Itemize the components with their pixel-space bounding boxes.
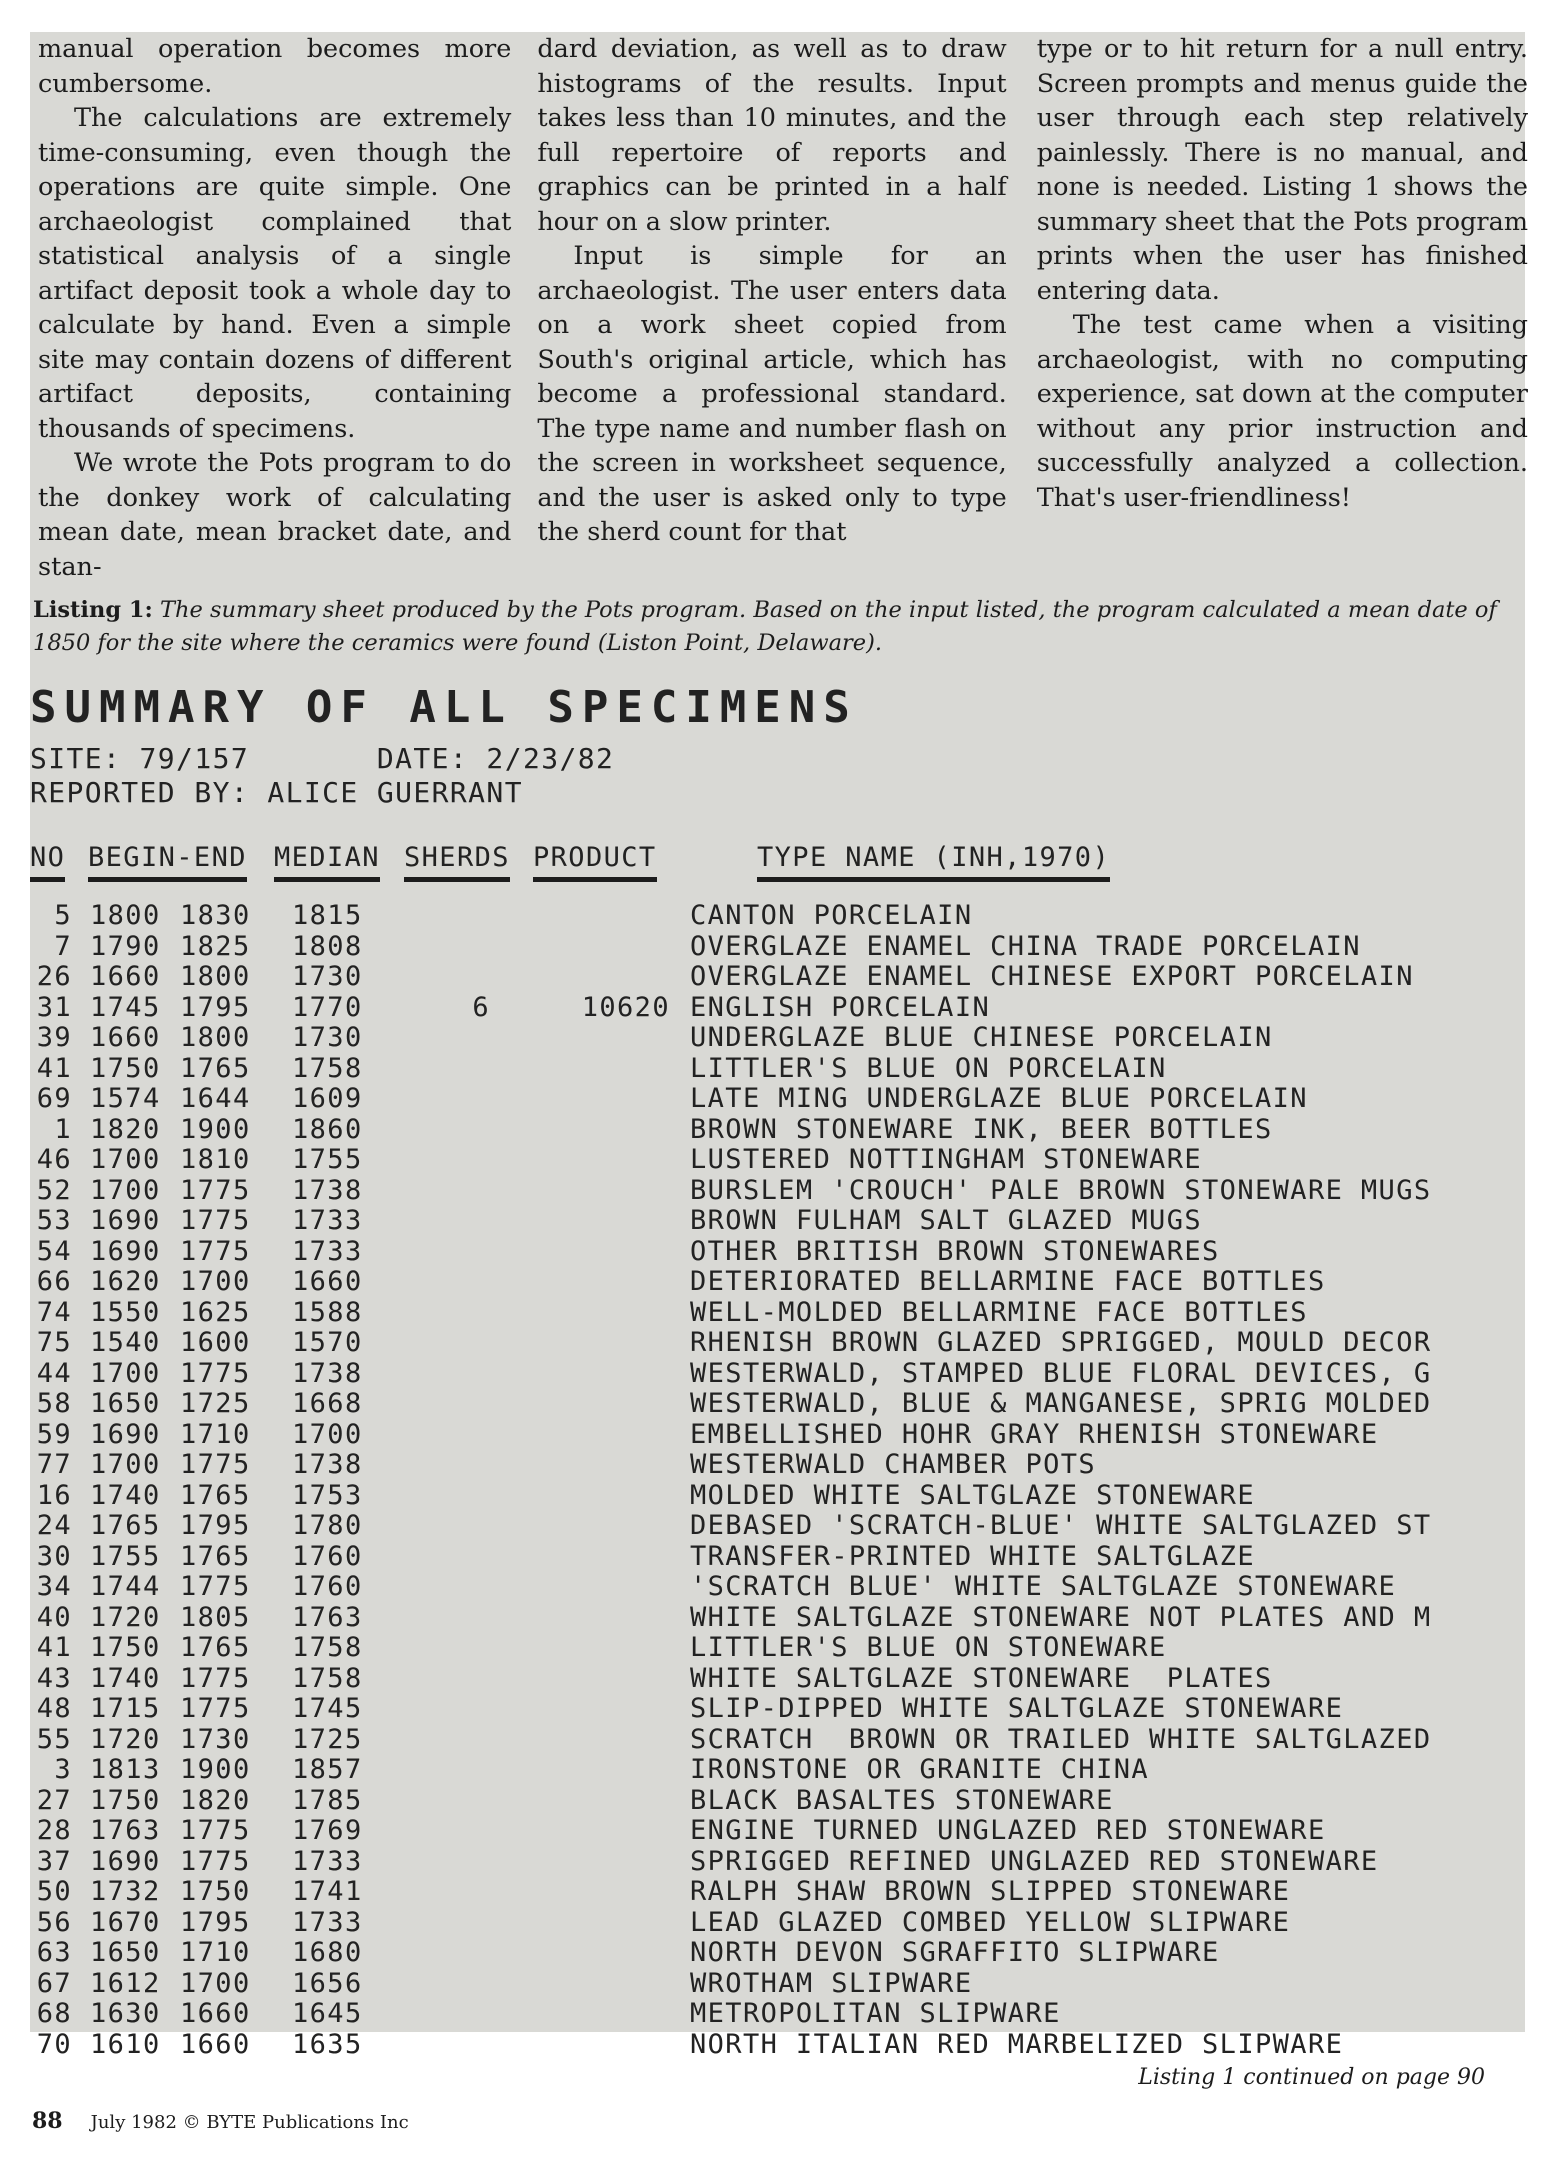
cell-name: IRONSTONE OR GRANITE CHINA <box>690 1754 1150 1785</box>
cell-begin: 1574 <box>90 1083 161 1114</box>
cell-end: 1795 <box>180 991 251 1023</box>
cell-begin: 1700 <box>90 1174 161 1206</box>
cell-median: 1741 <box>292 1876 363 1907</box>
cell-end: 1750 <box>180 1876 251 1907</box>
cell-median: 1815 <box>292 900 363 931</box>
cell-no: 50 <box>36 1876 72 1907</box>
paragraph: manual operation becomes more cumbersome. <box>38 34 512 99</box>
cell-begin: 1740 <box>90 1662 161 1694</box>
cell-end: 1825 <box>180 930 251 962</box>
header-type-name: TYPE NAME (INH,1970) <box>757 842 1110 882</box>
listing-header-row <box>30 842 1111 892</box>
cell-end: 1765 <box>180 1052 251 1084</box>
cell-median: 1758 <box>292 1632 363 1663</box>
cell-end: 1765 <box>180 1479 251 1511</box>
cell-end: 1775 <box>180 1235 251 1267</box>
cell-median: 1780 <box>292 1510 363 1541</box>
cell-end: 1600 <box>180 1327 251 1358</box>
cell-end: 1830 <box>180 900 251 931</box>
cell-begin: 1660 <box>90 961 161 992</box>
cell-median: 1763 <box>292 1601 363 1633</box>
article-column-1 <box>38 32 533 584</box>
cell-no: 66 <box>36 1266 72 1297</box>
cell-no: 31 <box>36 991 72 1023</box>
cell-end: 1700 <box>180 1967 251 1999</box>
cell-median: 1755 <box>292 1144 363 1175</box>
cell-no: 30 <box>36 1540 72 1572</box>
reported-by-line: REPORTED BY: ALICE GUERRANT <box>30 776 523 809</box>
cell-no: 59 <box>36 1418 72 1450</box>
listing-title: SUMMARY OF ALL SPECIMENS <box>30 682 858 733</box>
paragraph: The test came when a visiting archaeologist, with no computing experience, sat down at the computer without any prior instruction and successfully analyzed a collection. That's user-friendliness! <box>1036 310 1528 513</box>
cell-end: 1805 <box>180 1601 251 1633</box>
cell-name: WESTERWALD, STAMPED BLUE FLORAL DEVICES, G <box>690 1357 1432 1389</box>
cell-begin: 1700 <box>90 1449 161 1480</box>
cell-median: 1753 <box>292 1479 363 1511</box>
cell-median: 1758 <box>292 1052 363 1084</box>
cell-median: 1808 <box>292 930 363 962</box>
cell-no: 44 <box>36 1357 72 1389</box>
cell-name: BLACK BASALTES STONEWARE <box>690 1784 1114 1816</box>
paragraph: dard deviation, as well as to draw histograms of the results. Input takes less than 10 minutes, and the full repertoire of reports and graphics can be printed in a half hour on a slow printer. <box>537 34 1007 237</box>
cell-median: 1738 <box>292 1449 363 1480</box>
cell-begin: 1630 <box>90 1998 161 2029</box>
cell-product: 10620 <box>581 991 670 1023</box>
cell-median: 1860 <box>292 1113 363 1145</box>
footer-credit: July 1982 © BYTE Publications Inc <box>90 2112 409 2133</box>
cell-name: WESTERWALD, BLUE & MANGANESE, SPRIG MOLDED <box>690 1388 1432 1419</box>
cell-median: 1570 <box>292 1327 363 1358</box>
cell-begin: 1755 <box>90 1540 161 1572</box>
article-column-3 <box>1029 32 1528 584</box>
cell-end: 1800 <box>180 961 251 992</box>
cell-end: 1900 <box>180 1113 251 1145</box>
cell-name: SLIP-DIPPED WHITE SALTGLAZE STONEWARE <box>690 1693 1344 1724</box>
cell-median: 1733 <box>292 1235 363 1267</box>
cell-no: 74 <box>36 1296 72 1328</box>
cell-begin: 1612 <box>90 1967 161 1999</box>
cell-begin: 1750 <box>90 1632 161 1663</box>
cell-end: 1795 <box>180 1510 251 1541</box>
cell-end: 1700 <box>180 1266 251 1297</box>
cell-end: 1730 <box>180 1723 251 1755</box>
header-median: MEDIAN <box>274 842 380 882</box>
cell-name: DEBASED 'SCRATCH-BLUE' WHITE SALTGLAZED ST <box>690 1510 1432 1541</box>
cell-no: 75 <box>36 1327 72 1358</box>
cell-median: 1730 <box>292 1022 363 1053</box>
cell-begin: 1700 <box>90 1357 161 1389</box>
cell-name: LITTLER'S BLUE ON PORCELAIN <box>690 1052 1167 1084</box>
cell-no: 68 <box>36 1998 72 2029</box>
cell-name: SPRIGGED REFINED UNGLAZED RED STONEWARE <box>690 1845 1379 1877</box>
cell-median: 1635 <box>292 2028 363 2060</box>
cell-no: 63 <box>36 1937 72 1968</box>
article-column-2 <box>533 32 1028 584</box>
cell-median: 1668 <box>292 1388 363 1419</box>
cell-no: 67 <box>36 1967 72 1999</box>
cell-begin: 1800 <box>90 900 161 931</box>
cell-end: 1775 <box>180 1357 251 1389</box>
cell-name: BROWN STONEWARE INK, BEER BOTTLES <box>690 1113 1273 1145</box>
cell-begin: 1550 <box>90 1296 161 1328</box>
cell-name: LATE MING UNDERGLAZE BLUE PORCELAIN <box>690 1083 1308 1114</box>
cell-name: NORTH ITALIAN RED MARBELIZED SLIPWARE <box>690 2028 1344 2060</box>
cell-end: 1725 <box>180 1388 251 1419</box>
header-no: NO <box>30 842 65 882</box>
cell-no: 24 <box>36 1510 72 1541</box>
cell-no: 16 <box>36 1479 72 1511</box>
cell-median: 1769 <box>292 1815 363 1846</box>
cell-median: 1760 <box>292 1540 363 1572</box>
cell-begin: 1732 <box>90 1876 161 1907</box>
cell-begin: 1540 <box>90 1327 161 1358</box>
cell-begin: 1670 <box>90 1906 161 1938</box>
cell-median: 1680 <box>292 1937 363 1968</box>
cell-end: 1800 <box>180 1022 251 1053</box>
site-line: SITE: 79/157 DATE: 2/23/82 <box>30 742 615 775</box>
cell-no: 34 <box>36 1571 72 1602</box>
cell-name: WHITE SALTGLAZE STONEWARE PLATES <box>690 1662 1273 1694</box>
cell-end: 1775 <box>180 1693 251 1724</box>
cell-end: 1625 <box>180 1296 251 1328</box>
cell-median: 1660 <box>292 1266 363 1297</box>
cell-no: 39 <box>36 1022 72 1053</box>
cell-no: 3 <box>54 1754 72 1785</box>
paragraph: We wrote the Pots program to do the donkey work of calculating mean date, mean bracket date, and stan- <box>38 448 512 582</box>
cell-end: 1775 <box>180 1662 251 1694</box>
cell-end: 1765 <box>180 1540 251 1572</box>
cell-no: 37 <box>36 1845 72 1877</box>
cell-begin: 1750 <box>90 1784 161 1816</box>
cell-median: 1738 <box>292 1174 363 1206</box>
cell-end: 1765 <box>180 1632 251 1663</box>
listing-caption <box>33 594 1523 660</box>
cell-median: 1656 <box>292 1967 363 1999</box>
cell-end: 1900 <box>180 1754 251 1785</box>
cell-name: EMBELLISHED HOHR GRAY RHENISH STONEWARE <box>690 1418 1379 1450</box>
page-background <box>30 32 1528 2090</box>
cell-begin: 1813 <box>90 1754 161 1785</box>
header-begin-end: BEGIN-END <box>88 842 247 882</box>
cell-begin: 1745 <box>90 991 161 1023</box>
cell-no: 7 <box>54 930 72 962</box>
cell-no: 5 <box>54 900 72 931</box>
cell-end: 1775 <box>180 1205 251 1236</box>
cell-no: 69 <box>36 1083 72 1114</box>
cell-name: LEAD GLAZED COMBED YELLOW SLIPWARE <box>690 1906 1291 1938</box>
cell-end: 1775 <box>180 1174 251 1206</box>
cell-no: 55 <box>36 1723 72 1755</box>
cell-name: DETERIORATED BELLARMINE FACE BOTTLES <box>690 1266 1326 1297</box>
cell-end: 1644 <box>180 1083 251 1114</box>
continued-note: Listing 1 continued on page 90 <box>1138 2065 1485 2090</box>
cell-no: 43 <box>36 1662 72 1694</box>
cell-begin: 1650 <box>90 1388 161 1419</box>
page-footer <box>32 2108 409 2134</box>
cell-end: 1810 <box>180 1144 251 1175</box>
cell-median: 1733 <box>292 1845 363 1877</box>
cell-median: 1733 <box>292 1205 363 1236</box>
cell-begin: 1715 <box>90 1693 161 1724</box>
cell-no: 1 <box>54 1113 72 1145</box>
header-sherds: SHERDS <box>404 842 510 882</box>
cell-begin: 1610 <box>90 2028 161 2060</box>
cell-no: 54 <box>36 1235 72 1267</box>
cell-name: ENGLISH PORCELAIN <box>690 991 991 1023</box>
cell-name: ENGINE TURNED UNGLAZED RED STONEWARE <box>690 1815 1326 1846</box>
cell-end: 1660 <box>180 1998 251 2029</box>
cell-sherds: 6 <box>472 991 490 1023</box>
cell-no: 40 <box>36 1601 72 1633</box>
article-columns <box>38 32 1528 584</box>
cell-end: 1775 <box>180 1845 251 1877</box>
cell-end: 1710 <box>180 1937 251 1968</box>
cell-median: 1738 <box>292 1357 363 1389</box>
cell-no: 48 <box>36 1693 72 1724</box>
cell-name: OVERGLAZE ENAMEL CHINESE EXPORT PORCELAIN <box>690 961 1414 992</box>
cell-median: 1758 <box>292 1662 363 1694</box>
cell-no: 70 <box>36 2028 72 2060</box>
cell-begin: 1720 <box>90 1601 161 1633</box>
cell-median: 1785 <box>292 1784 363 1816</box>
cell-median: 1857 <box>292 1754 363 1785</box>
cell-begin: 1690 <box>90 1205 161 1236</box>
cell-begin: 1744 <box>90 1571 161 1602</box>
cell-name: SCRATCH BROWN OR TRAILED WHITE SALTGLAZED <box>690 1723 1432 1755</box>
cell-no: 26 <box>36 961 72 992</box>
cell-median: 1745 <box>292 1693 363 1724</box>
cell-name: TRANSFER-PRINTED WHITE SALTGLAZE <box>690 1540 1255 1572</box>
cell-name: UNDERGLAZE BLUE CHINESE PORCELAIN <box>690 1022 1273 1053</box>
cell-no: 46 <box>36 1144 72 1175</box>
cell-name: 'SCRATCH BLUE' WHITE SALTGLAZE STONEWARE <box>690 1571 1397 1602</box>
cell-end: 1775 <box>180 1449 251 1480</box>
cell-median: 1770 <box>292 991 363 1023</box>
cell-median: 1725 <box>292 1723 363 1755</box>
cell-begin: 1750 <box>90 1052 161 1084</box>
paragraph: type or to hit return for a null entry. Screen prompts and menus guide the user through each step relatively painlessly. There is no manual, and none is needed. Listing 1 shows the summary sheet that the Pots program prints when the user has finished entering data. <box>1036 34 1528 306</box>
page-number: 88 <box>32 2108 63 2134</box>
cell-begin: 1740 <box>90 1479 161 1511</box>
cell-name: METROPOLITAN SLIPWARE <box>690 1998 1061 2029</box>
cell-name: WESTERWALD CHAMBER POTS <box>690 1449 1097 1480</box>
cell-begin: 1765 <box>90 1510 161 1541</box>
cell-name: WHITE SALTGLAZE STONEWARE NOT PLATES AND M <box>690 1601 1432 1633</box>
cell-no: 41 <box>36 1052 72 1084</box>
cell-no: 41 <box>36 1632 72 1663</box>
cell-median: 1733 <box>292 1906 363 1938</box>
cell-name: LUSTERED NOTTINGHAM STONEWARE <box>690 1144 1203 1175</box>
cell-no: 77 <box>36 1449 72 1480</box>
cell-name: OTHER BRITISH BROWN STONEWARES <box>690 1235 1220 1267</box>
cell-begin: 1690 <box>90 1845 161 1877</box>
cell-end: 1795 <box>180 1906 251 1938</box>
cell-end: 1775 <box>180 1815 251 1846</box>
cell-median: 1730 <box>292 961 363 992</box>
site-info <box>30 742 614 810</box>
cell-name: BURSLEM 'CROUCH' PALE BROWN STONEWARE MUGS <box>690 1174 1432 1206</box>
cell-no: 28 <box>36 1815 72 1846</box>
cell-name: BROWN FULHAM SALT GLAZED MUGS <box>690 1205 1203 1236</box>
cell-no: 27 <box>36 1784 72 1816</box>
cell-median: 1588 <box>292 1296 363 1328</box>
cell-name: OVERGLAZE ENAMEL CHINA TRADE PORCELAIN <box>690 930 1361 962</box>
cell-begin: 1690 <box>90 1418 161 1450</box>
cell-begin: 1660 <box>90 1022 161 1053</box>
cell-name: NORTH DEVON SGRAFFITO SLIPWARE <box>690 1937 1220 1968</box>
cell-end: 1820 <box>180 1784 251 1816</box>
cell-name: CANTON PORCELAIN <box>690 900 973 931</box>
cell-name: WELL-MOLDED BELLARMINE FACE BOTTLES <box>690 1296 1308 1328</box>
cell-median: 1609 <box>292 1083 363 1114</box>
cell-median: 1700 <box>292 1418 363 1450</box>
cell-begin: 1650 <box>90 1937 161 1968</box>
cell-name: LITTLER'S BLUE ON STONEWARE <box>690 1632 1167 1663</box>
paragraph: Input is simple for an archaeologist. The user enters data on a work sheet copied from South's original article, which has become a professional standard. The type name and number flash on the screen in worksheet sequence, and the user is asked only to type the sherd count for that <box>537 241 1007 547</box>
cell-begin: 1820 <box>90 1113 161 1145</box>
cell-begin: 1790 <box>90 930 161 962</box>
cell-end: 1775 <box>180 1571 251 1602</box>
cell-begin: 1690 <box>90 1235 161 1267</box>
cell-begin: 1700 <box>90 1144 161 1175</box>
cell-begin: 1620 <box>90 1266 161 1297</box>
cell-name: WROTHAM SLIPWARE <box>690 1967 973 1999</box>
cell-name: RALPH SHAW BROWN SLIPPED STONEWARE <box>690 1876 1291 1907</box>
header-product: PRODUCT <box>533 842 657 882</box>
cell-no: 56 <box>36 1906 72 1938</box>
cell-no: 52 <box>36 1174 72 1206</box>
caption-text: The summary sheet produced by the Pots program. Based on the input listed, the program calculated a mean date of 1850 for the site where the ceramics were found (Liston Point, Delaware). <box>33 597 1497 656</box>
cell-begin: 1720 <box>90 1723 161 1755</box>
cell-end: 1660 <box>180 2028 251 2060</box>
cell-name: MOLDED WHITE SALTGLAZE STONEWARE <box>690 1479 1255 1511</box>
caption-label: Listing 1: <box>33 597 153 623</box>
cell-median: 1760 <box>292 1571 363 1602</box>
paragraph: The calculations are extremely time-consuming, even though the operations are quite simple. One archaeologist complained that statistical analysis of a single artifact deposit took a whole day to calculate by hand. Even a simple site may contain dozens of different artifact deposits, containing thousands of specimens. <box>38 103 512 444</box>
cell-begin: 1763 <box>90 1815 161 1846</box>
cell-end: 1710 <box>180 1418 251 1450</box>
cell-name: RHENISH BROWN GLAZED SPRIGGED, MOULD DECOR <box>690 1327 1432 1358</box>
cell-no: 58 <box>36 1388 72 1419</box>
cell-no: 53 <box>36 1205 72 1236</box>
cell-median: 1645 <box>292 1998 363 2029</box>
